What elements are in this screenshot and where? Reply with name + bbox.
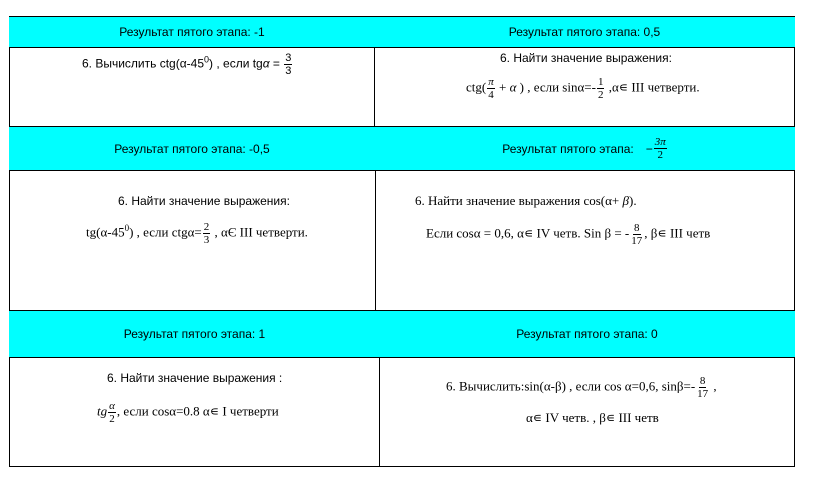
- fraction: $\frac{8}{17}$: [697, 375, 709, 400]
- block2-left-task-expression: $tg(\alpha-45^0)$ , если ctgα= $\frac{2}{3}$ , αЄ III четверти.: [86, 221, 308, 246]
- fraction: $\frac{\pi}{4}$: [488, 76, 494, 101]
- block1-right-task-title: 6. Найти значение выражения:: [500, 51, 672, 65]
- fraction: $\frac{1}{2}$: [597, 76, 604, 101]
- block2-right-task-title: 6. Найти значение выражения cos(α+ β).: [415, 193, 637, 208]
- block3-right-header: [379, 310, 795, 358]
- block3-left-header-text: Результат пятого этапа: 1: [123, 327, 266, 341]
- fraction: $\frac{3}{3}$: [285, 52, 292, 77]
- block3-right-header-text: Результат пятого этапа: 0: [516, 327, 658, 341]
- block2-right-header: Результат пятого этапа: − $\frac{3\pi}{2}$: [375, 127, 795, 171]
- outer-left-border: [9, 16, 10, 466]
- bottom-border: [9, 466, 795, 467]
- fraction: $\frac{2}{3}$: [203, 221, 210, 246]
- block2-left-task-title: 6. Найти значение выражения:: [118, 194, 290, 208]
- block1-left-header-text: Результат пятого этапа: -1: [119, 25, 265, 39]
- block1-left-task: 6. Вычислить $ctg(\alpha-45^0)$ , если tgα = $\frac{3}{3}$: [82, 52, 292, 77]
- fraction: $\frac{\alpha}{2}$: [109, 400, 115, 425]
- block3-left-task-title: 6. Найти значение выражения :: [107, 371, 283, 385]
- block3-right-task-line2: α∊ IV четв. , β∊ III четв: [526, 410, 659, 425]
- block2-left-header: [9, 127, 375, 171]
- block2-left-header-text: Результат пятого этапа: -0,5: [114, 141, 270, 156]
- block1-right-task-expression: ctg( $\frac{\pi}{4}$ + α ) , если sinα=- $\frac{1}{2}$ ,α∊ III четверти.: [466, 76, 700, 101]
- block2-right-header-text: Результат пятого этапа:: [502, 141, 634, 156]
- block1-right-header: [374, 16, 795, 48]
- fraction: $\frac{8}{17}$: [631, 222, 643, 247]
- block1-left-header: [9, 16, 375, 48]
- block3-left-task-expression: tg $\frac{\alpha}{2}$ , если cosα=0.8 α∊ I четверти: [97, 400, 279, 425]
- block2-right-task-expression: Если cosα = 0,6, α∊ IV четв. Sin β = - $\frac{8}{17}$ , β∊ III четв: [426, 222, 711, 247]
- fraction: $\frac{3\pi}{2}$: [654, 136, 666, 161]
- outer-right-border: [794, 16, 795, 466]
- center-divider-middle: [375, 168, 376, 310]
- block3-left-header: [9, 310, 380, 358]
- block3-right-task-line1: 6. Вычислить:sin(α-β) , если cos α=0,6, sinβ=- $\frac{8}{17}$ ,: [446, 375, 717, 400]
- block1-right-header-text: Результат пятого этапа: 0,5: [508, 25, 661, 39]
